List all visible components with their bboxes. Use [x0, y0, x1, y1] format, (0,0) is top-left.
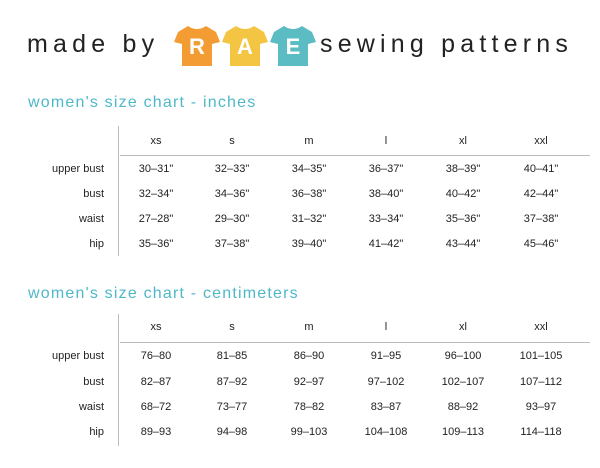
size-value: 34–36"	[214, 188, 250, 200]
size-value: 38–40"	[368, 188, 404, 200]
size-value: 94–98	[216, 426, 248, 438]
size-header: m	[304, 135, 314, 147]
size-header: l	[384, 135, 388, 147]
size-header: xxl	[534, 135, 548, 147]
size-value: 76–80	[140, 350, 172, 362]
header-divider	[120, 155, 590, 156]
size-header: xs	[150, 135, 162, 147]
centimeters-chart-title: women's size chart - centimeters	[28, 285, 299, 302]
size-value: 43–44"	[445, 238, 481, 250]
row-label: hip	[89, 426, 104, 438]
brand-sewing-patterns: sewing patterns	[320, 30, 574, 58]
size-header: s	[229, 321, 235, 333]
size-value: 32–34"	[138, 188, 174, 200]
size-header: xl	[459, 321, 467, 333]
size-value: 42–44"	[523, 188, 559, 200]
size-header: xl	[459, 135, 467, 147]
size-value: 34–35"	[291, 163, 327, 175]
size-value: 32–33"	[214, 163, 250, 175]
size-value: 29–30"	[214, 213, 250, 225]
size-value: 83–87	[370, 401, 402, 413]
size-value: 37–38"	[214, 238, 250, 250]
size-value: 87–92	[216, 376, 248, 388]
size-value: 30–31"	[138, 163, 174, 175]
size-value: 93–97	[525, 401, 557, 413]
size-value: 68–72	[140, 401, 172, 413]
size-value: 40–42"	[445, 188, 481, 200]
tshirt-icon-r	[174, 24, 220, 68]
size-value: 36–37"	[368, 163, 404, 175]
header-divider	[120, 342, 590, 343]
label-divider	[118, 314, 119, 446]
size-value: 45–46"	[523, 238, 559, 250]
logo-letter-e: E	[285, 34, 301, 59]
row-label: waist	[78, 401, 104, 413]
size-value: 104–108	[364, 426, 408, 438]
size-value: 91–95	[370, 350, 402, 362]
size-value: 114–118	[520, 426, 562, 438]
brand-header	[0, 22, 600, 72]
size-header: s	[229, 135, 235, 147]
size-header: l	[384, 321, 388, 333]
size-value: 101–105	[519, 350, 563, 362]
row-label: upper bust	[52, 350, 104, 362]
size-value: 41–42"	[368, 238, 404, 250]
row-label: upper bust	[52, 163, 104, 175]
size-value: 107–112	[519, 376, 562, 388]
row-label: hip	[89, 238, 104, 250]
inches-chart-title: women's size chart - inches	[28, 94, 257, 111]
label-divider	[118, 126, 119, 256]
size-value: 102–107	[441, 376, 485, 388]
size-value: 40–41"	[523, 163, 559, 175]
row-label: waist	[78, 213, 104, 225]
size-value: 109–113	[441, 426, 484, 438]
size-header: xs	[150, 321, 162, 333]
size-value: 97–102	[367, 376, 405, 388]
centimeters-size-table	[24, 314, 600, 454]
row-label: bust	[83, 188, 104, 200]
size-value: 36–38"	[291, 188, 327, 200]
size-value: 39–40"	[291, 238, 327, 250]
size-value: 38–39"	[445, 163, 481, 175]
size-header: m	[304, 321, 314, 333]
size-value: 73–77	[216, 401, 248, 413]
size-value: 82–87	[140, 376, 172, 388]
size-value: 88–92	[447, 401, 479, 413]
size-value: 35–36"	[445, 213, 481, 225]
size-header: xxl	[534, 321, 548, 333]
logo-letter-a: A	[237, 34, 253, 59]
size-value: 27–28"	[138, 213, 174, 225]
inches-size-table	[24, 124, 600, 264]
logo-letter-r: R	[189, 34, 205, 59]
tshirt-icon-e	[270, 24, 316, 68]
size-value: 99–103	[290, 426, 328, 438]
size-value: 37–38"	[523, 213, 559, 225]
size-value: 86–90	[293, 350, 325, 362]
size-value: 35–36"	[138, 238, 174, 250]
size-value: 31–32"	[291, 213, 327, 225]
size-value: 33–34"	[368, 213, 404, 225]
row-label: bust	[83, 376, 104, 388]
brand-made-by: made by	[27, 30, 160, 58]
size-value: 81–85	[216, 350, 248, 362]
size-value: 89–93	[140, 426, 172, 438]
size-value: 78–82	[293, 401, 325, 413]
size-value: 96–100	[444, 350, 482, 362]
size-value: 92–97	[293, 376, 325, 388]
tshirt-icon-a	[222, 24, 268, 68]
